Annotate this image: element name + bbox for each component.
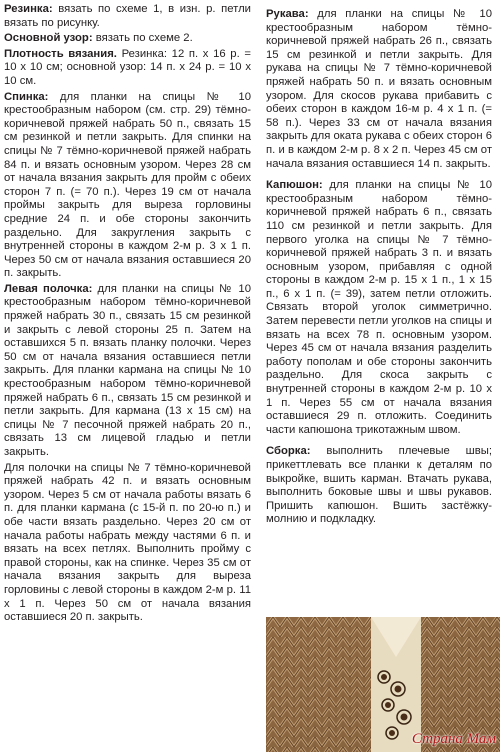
text-back: для планки на спицы № 10 крестообразным набором (см. стр. 29) тёмно-коричневой пряжей набрать 50 п., связать 15 см резинкой и петли закрыть. Для спинки на спицы № 7 тёмно-коричневой пряжей набрать 84 п. и вязать основным узором. Через 28 см от начала вязания закрыть для пройм с обеих сторон 7 п. (= 70 п.). Через 19 см от начала проймы закрыть для выреза горловины средние 24 п. и обе стороны закончить раздельно. Для закругления закрыть с внутренней стороны в каждом 2-м р. 3 х 1 п. Через 50 см от начала вязания оставшиеся 20 п. закрыть.: [4, 90, 251, 280]
text-rezinka: вязать по схеме 1, в изн. р. петли вязать по рисунку.: [4, 3, 251, 29]
lead-gauge: Плотность вязания.: [4, 47, 117, 60]
paragraph-front-body: [4, 462, 251, 625]
text-hood: для планки на спицы № 10 крестообразным набором тёмно-коричневой пряжей набрать 6 п., связать 110 см резинкой и петли закрыть. Для первого уголка на спицы № 7 тёмно-коричневой пряжей набрать 3 п. и вязать основным узором, прибавляя с одной стороны в каждом 2-м р. 15 х 1 п., 1 х 15 п., 6 х 1 п. (= 39), затем петли отложить. Связать второй уголок симметрично. Затем перевести петли уголков на спицы и вязать на всех 78 п. основным узором. Через 45 см от начала вязания разделить работу пополам и обе стороны закончить раздельно. Для скоса закрыть с внутренней стороны в каждом 2-м р. 10 х 1 п. Через 55 см от начала вязания оставшиеся 29 п. отложить. Соединить части капюшона трикотажным швом.: [266, 179, 492, 436]
lead-assembly: Сборка:: [266, 445, 311, 458]
lead-back: Спинка:: [4, 90, 49, 103]
text-sleeves: для планки на спицы № 10 крестообразным набором тёмно-коричневой пряжей набрать 26 п., связать 15 см резинкой и петли закрыть. Для рукава на спицы № 7 тёмно-коричневой пряжей набрать 50 п. и вязать основным узором. Для скосов рукава прибавить с обеих сторон в каждом 16-м р. 4 х 1 п. (= 58 п.). Через 33 см от начала вязания закрыть для оката рукава с обеих сторон 6 п. и в каждом 2-м р. 8 х 2 п. Через 45 см от начала вязания оставшиеся 14 п. закрыть.: [266, 8, 492, 170]
left-column: [4, 0, 251, 627]
paragraph-gauge: [4, 48, 251, 89]
text-main-pattern: вязать по схеме 2.: [92, 32, 193, 45]
paragraph-rezinka: [4, 3, 251, 30]
paragraph-sleeves: [266, 8, 492, 171]
paragraph-main-pattern: [4, 32, 251, 46]
lead-sleeves: Рукава:: [266, 8, 309, 20]
paragraph-hood: [266, 179, 492, 437]
text-front-body: Для полочки на спицы № 7 тёмно-коричневой пряжей набрать 42 п. и вязать основным узором. Через 5 см от начала работы вязать 6 п. для планки кармана (с 15-й п. по 20-ю п.) и обе части вязать раздельно. Через 20 см от начала работы набрать между частями 6 п. и вязать на всех петлях. Выполнить пройму с правой стороны, как на спинке. Через 35 см от начала вязания закрыть для выреза горловины с левой стороны в каждом 2-м р. 11 х 1 п. Через 50 см от начала вязания оставшиеся 20 п. закрыть.: [4, 461, 251, 624]
lead-rezinka: Резинка:: [4, 3, 53, 15]
paragraph-back: [4, 91, 251, 281]
right-column: [266, 0, 492, 535]
text-left-front: для планки на спицы № 10 крестообразным набором тёмно-коричневой пряжей набрать 30 п., связать 15 см резинкой и закрыть с левой стороны 25 п. Затем на оставшихся 5 п. вязать планку полочки. Через 50 см от начала вязания оставшиеся петли закрыть. Для планки кармана на спицы № 10 крестообразным набором тёмно-коричневой пряжей набрать 6 п., связать 15 см резинкой и петли закрыть. Для кармана (13 х 15 см) на спицы № 7 песочной пряжей набрать 20 п., связать 13 см лицевой гладью и петли закрыть.: [4, 282, 251, 458]
watermark: Страна Мам: [411, 731, 496, 747]
text-gauge: Резинка: 12 п. х 16 р. = 10 х 10 см; основной узор: 14 п. х 24 р. = 10 х 10 см.: [4, 47, 251, 87]
paragraph-left-front: [4, 283, 251, 460]
lead-left-front: Левая полочка:: [4, 282, 93, 295]
paragraph-assembly: [266, 445, 492, 527]
lead-hood: Капюшон:: [266, 179, 323, 192]
text-assembly: выполнить плечевые швы; прикеттлевать все планки к деталям по выкройке, вшить карман. Втачать рукава, выполнить боковые швы и швы рукавов. Пришить капюшон. Вшить застёжку-молнию и подкладку.: [266, 445, 492, 526]
lead-main-pattern: Основной узор:: [4, 32, 93, 45]
